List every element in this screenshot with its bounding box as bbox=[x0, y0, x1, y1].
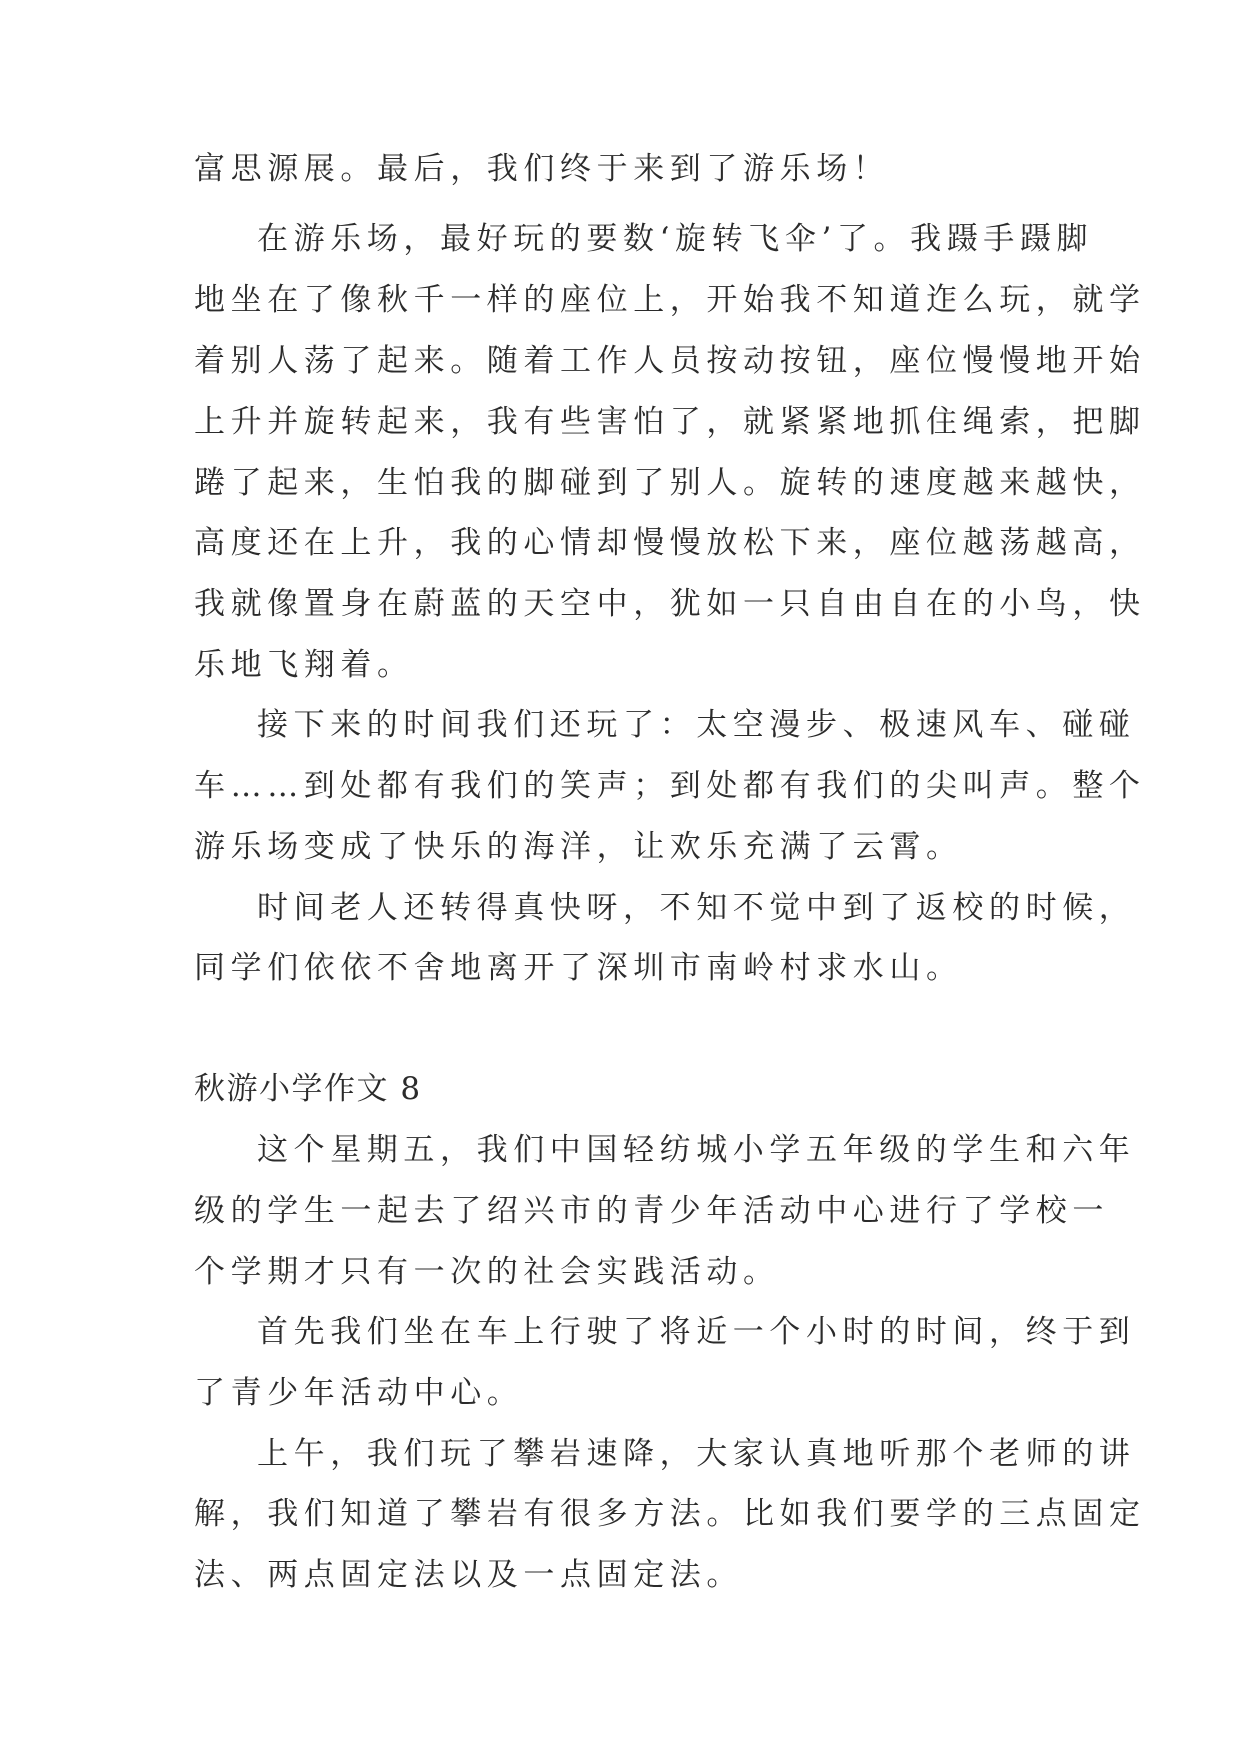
paragraph-line: 个学期才只有一次的社会实践活动。 bbox=[194, 1254, 780, 1290]
paragraph-line: 我就像置身在蔚蓝的天空中，犹如一只自由自在的小鸟，快 bbox=[194, 586, 1146, 622]
paragraph-line: 首先我们坐在车上行驶了将近一个小时的时间，终于到 bbox=[257, 1314, 1136, 1350]
paragraph-line: 级的学生一起去了绍兴市的青少年活动中心进行了学校一 bbox=[194, 1193, 1109, 1229]
paragraph-line: 游乐场变成了快乐的海洋，让欢乐充满了云霄。 bbox=[194, 829, 963, 865]
section-heading: 秋游小学作文 8 bbox=[194, 1071, 422, 1107]
paragraph-line: 这个星期五，我们中国轻纺城小学五年级的学生和六年 bbox=[257, 1132, 1136, 1168]
paragraph-line: 乐地飞翔着。 bbox=[194, 647, 414, 683]
paragraph-line: 着别人荡了起来。随着工作人员按动按钮，座位慢慢地开始 bbox=[194, 343, 1146, 379]
paragraph-line: 时间老人还转得真快呀，不知不觉中到了返校的时候， bbox=[257, 890, 1136, 926]
paragraph-line: 车……到处都有我们的笑声；到处都有我们的尖叫声。整个 bbox=[194, 768, 1146, 804]
paragraph-line: 同学们依依不舍地离开了深圳市南岭村求水山。 bbox=[194, 950, 963, 986]
paragraph-line: 上升并旋转起来，我有些害怕了，就紧紧地抓住绳索，把脚 bbox=[194, 404, 1146, 440]
paragraph-line: 高度还在上升，我的心情却慢慢放松下来，座位越荡越高， bbox=[194, 525, 1146, 561]
paragraph-line: 富思源展。最后，我们终于来到了游乐场！ bbox=[194, 151, 890, 187]
paragraph-line: 上午，我们玩了攀岩速降，大家认真地听那个老师的讲 bbox=[257, 1436, 1136, 1472]
paragraph-line: 在游乐场，最好玩的要数‘旋转飞伞’了。我蹑手蹑脚 bbox=[257, 221, 1094, 257]
paragraph-line: 接下来的时间我们还玩了：太空漫步、极速风车、碰碰 bbox=[257, 707, 1136, 743]
paragraph-line: 了青少年活动中心。 bbox=[194, 1375, 524, 1411]
paragraph-line: 踡了起来，生怕我的脚碰到了别人。旋转的速度越来越快， bbox=[194, 465, 1146, 501]
paragraph-line: 法、两点固定法以及一点固定法。 bbox=[194, 1557, 743, 1593]
paragraph-line: 解，我们知道了攀岩有很多方法。比如我们要学的三点固定 bbox=[194, 1496, 1146, 1532]
paragraph-line: 地坐在了像秋千一样的座位上，开始我不知道迮么玩，就学 bbox=[194, 282, 1146, 318]
